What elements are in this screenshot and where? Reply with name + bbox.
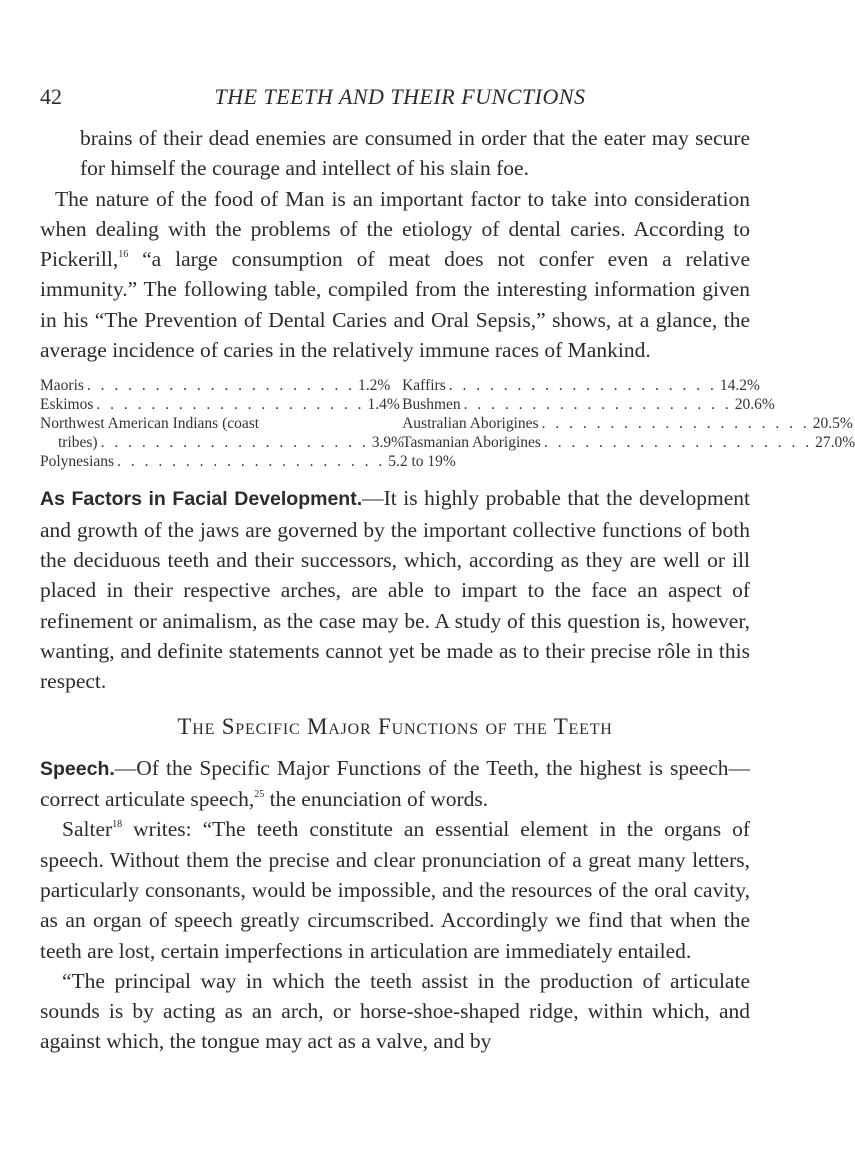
incidence-value: 20.6% <box>734 396 775 414</box>
race-name: Maoris <box>40 377 84 395</box>
table-row: Polynesians . . . . . . . . . . . . . . . . . . . . 5.2 to 19% <box>40 453 456 471</box>
table-row: tribes) . . . . . . . . . . . . . . . . . . . . 3.9% <box>40 433 388 452</box>
paragraph-text: “a large consumption of meat does not confer even a relative immunity.” The following table, compiled from the interesting information given in his “The Prevention of Dental Caries and Oral Sepsis,” shows, at a glance, the average incidence of caries in the relatively immune races of Mankind. <box>40 247 750 363</box>
table-row: Kaffirs . . . . . . . . . . . . . . . . . . . . 14.2% <box>402 377 760 395</box>
race-name: Tasmanian Aborigines <box>402 434 541 452</box>
footnote-ref: 25 <box>254 789 265 801</box>
paragraph-text: —It is highly probable that the development and growth of the jaws are governed by the important collective functions of both the deciduous teeth and their successors, which, according as they are well or ill placed in their respective arches, are able to impart to the face an aspect of refinement or animalism, as the case may be. A study of this question is, however, wanting, and definite statements cannot yet be made as to their precise rôle in this respect. <box>40 486 751 694</box>
table-row: Maoris . . . . . . . . . . . . . . . . . . . . 1.2% <box>40 377 391 395</box>
paragraph-diet <box>40 184 750 366</box>
paragraph-text: “The principal way in which the teeth assist in the production of articulate sounds is by acting as an arch, or horse-shoe-shaped ridge, within which, and against which, the tongue may act as a valve, and by <box>40 968 750 1054</box>
paragraph-text: Salter <box>62 817 113 842</box>
race-name: tribes) <box>58 434 98 452</box>
run-in-heading: Speech. <box>40 757 115 780</box>
incidence-value: 14.2% <box>719 377 760 395</box>
table-column-right <box>402 376 855 471</box>
incidence-value: 27.0% <box>815 434 855 452</box>
table-row: Bushmen . . . . . . . . . . . . . . . . . . . . 20.6% <box>402 396 775 414</box>
incidence-value: 5.2 to 19% <box>388 453 456 471</box>
race-name: Polynesians <box>40 453 115 471</box>
table-row: Tasmanian Aborigines . . . . . . . . . . . . . . . . . . . . 27.0% <box>402 434 855 452</box>
incidence-value: 20.5% <box>812 415 853 433</box>
caries-incidence-table <box>40 376 855 471</box>
paragraph-text: the enunciation of words. <box>264 787 489 812</box>
incidence-value: 1.4% <box>367 396 400 414</box>
race-name: Northwest American Indians (coast <box>40 415 260 433</box>
page-number: 42 <box>40 84 62 109</box>
footnote-ref: 16 <box>118 249 129 261</box>
paragraph-speech <box>40 753 750 815</box>
section-heading: The Specific Major Functions of the Teeth <box>177 714 613 740</box>
table-row: Australian Aborigines . . . . . . . . . . . . . . . . . . . . 20.5% <box>402 415 853 433</box>
running-title: THE TEETH AND THEIR FUNCTIONS <box>214 84 586 109</box>
paragraph-facial-development <box>40 483 750 696</box>
race-name: Kaffirs <box>402 377 446 395</box>
footnote-ref: 18 <box>112 819 123 831</box>
race-name: Eskimos <box>40 396 94 414</box>
table-row: Eskimos . . . . . . . . . . . . . . . . . . . . 1.4% <box>40 396 400 414</box>
race-name: Bushmen <box>402 396 461 414</box>
paragraph-text: —Of the Specific Major Functions of the Teeth, the highest is speech—correct articulate speech, <box>40 755 750 812</box>
paragraph-text: The nature of the food of Man is an important factor to take into consideration when dealing with the problems of the etiology of dental caries. According to Pickerill, <box>40 186 750 272</box>
table-row <box>40 414 388 433</box>
paragraph-text: brains of their dead enemies are consumed in order that the eater may secure for himself the courage and intellect of his slain foe. <box>80 126 750 181</box>
race-name: Australian Aborigines <box>402 415 539 433</box>
page-header <box>40 84 760 110</box>
run-in-heading: As Factors in Facial Development. <box>40 488 363 511</box>
paragraph-text: writes: “The teeth constitute an essential element in the organs of speech. Without them the precise and clear pronunciation of a great many letters, particularly consonants, would be impossible, and the resources of the oral cavity, as an organ of speech greatly circumscribed. Accordingly we find that when the teeth are lost, certain imperfections in articulation are immediately entailed. <box>40 817 750 963</box>
paragraph-principal-way <box>40 966 750 1057</box>
paragraph-salter-quote <box>40 814 750 965</box>
page-body <box>40 123 855 1057</box>
incidence-value: 3.9% <box>371 434 405 452</box>
paragraph-continuation <box>40 123 750 184</box>
incidence-value: 1.2% <box>358 377 391 395</box>
